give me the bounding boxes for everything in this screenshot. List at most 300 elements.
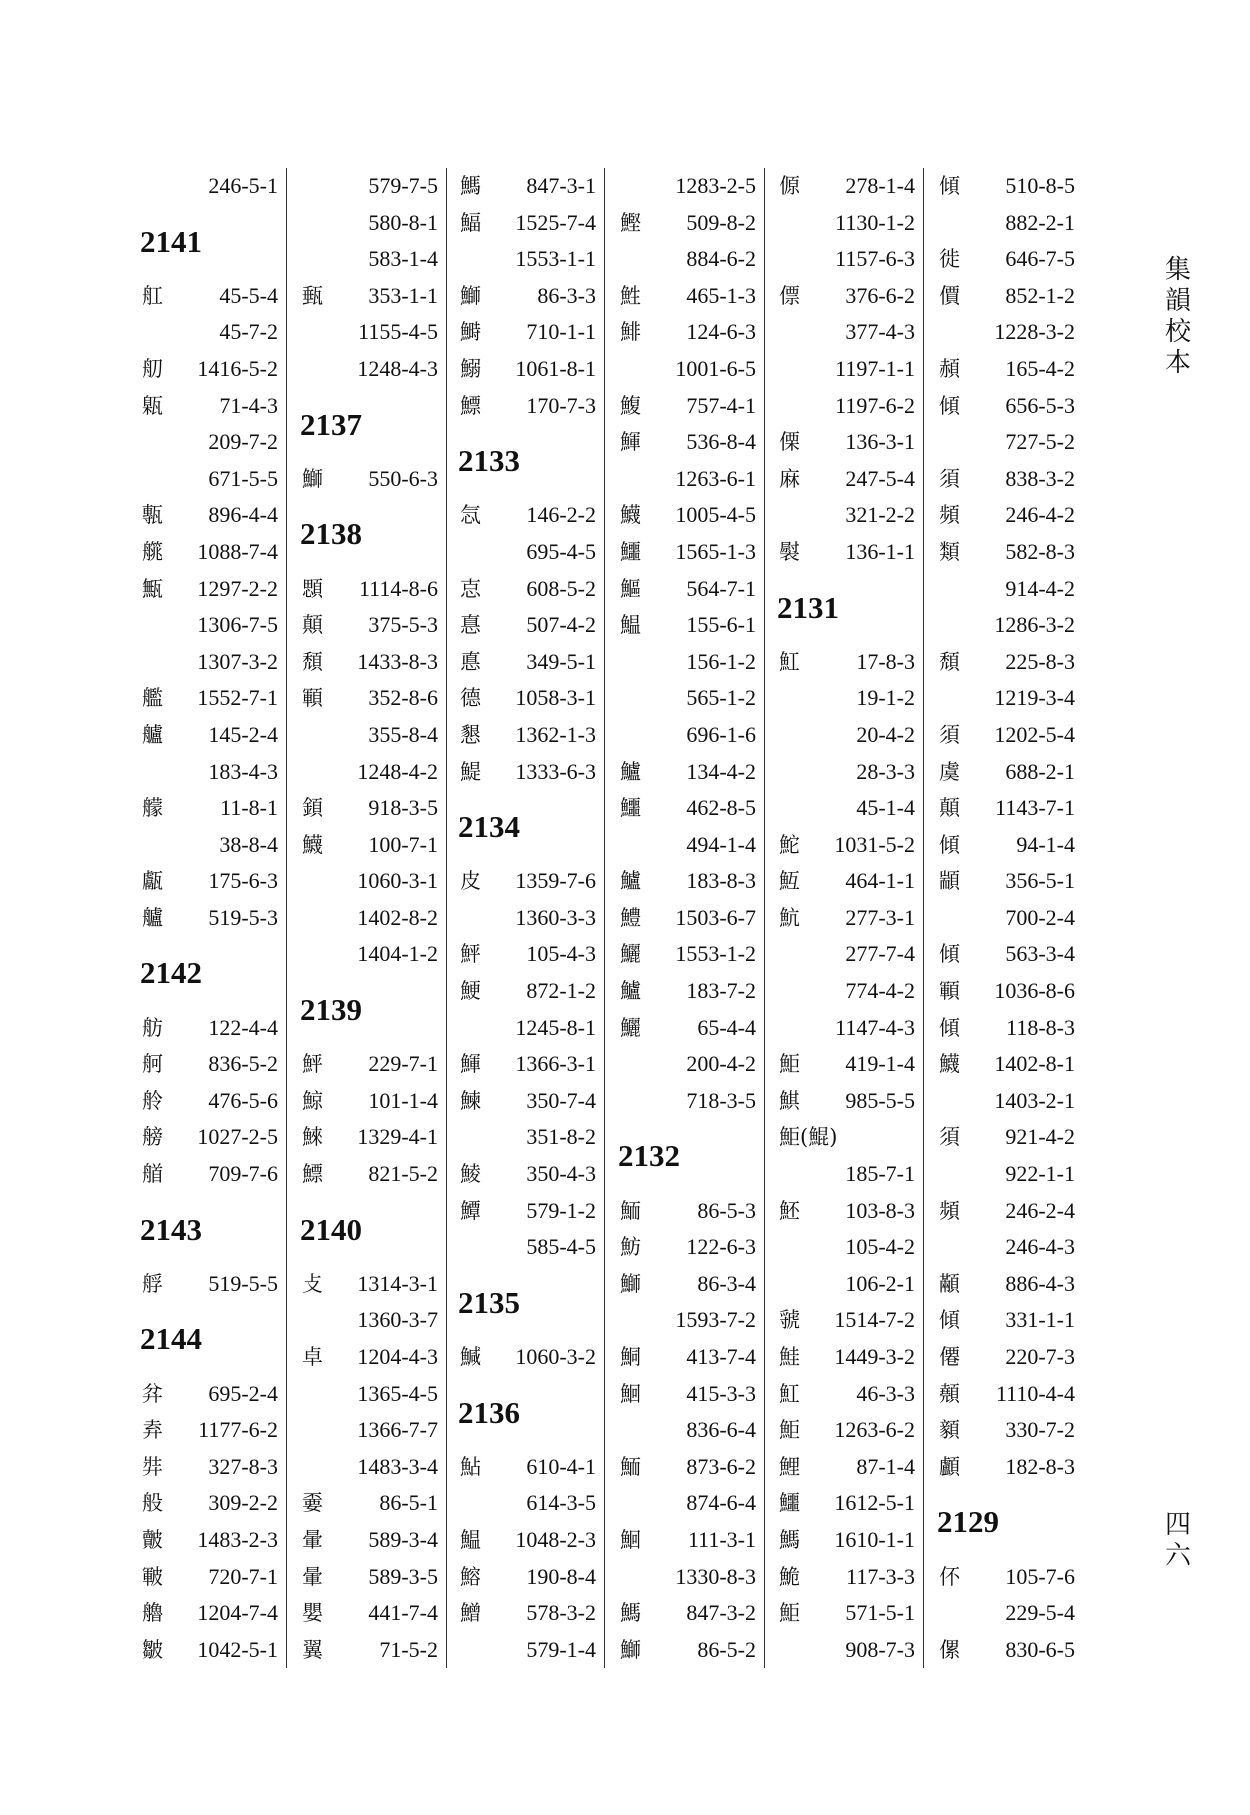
- entry-reference: 183-7-2: [686, 978, 756, 1004]
- section-code: 2144: [140, 1321, 202, 1357]
- index-entry: [777, 1376, 923, 1413]
- index-entry: [300, 717, 446, 754]
- index-entry: [140, 1046, 286, 1083]
- entry-character: 鯡: [620, 320, 641, 345]
- index-entry: [937, 241, 1083, 278]
- entry-reference: 124-6-3: [686, 319, 756, 345]
- index-entry: [458, 900, 604, 937]
- entry-character: 魾: [779, 1198, 800, 1223]
- index-entry: [618, 205, 764, 242]
- index-entry: [618, 314, 764, 351]
- entry-reference: 86-5-3: [697, 1197, 756, 1223]
- entry-character: 須: [939, 722, 960, 747]
- entry-character: 鯶: [620, 430, 641, 455]
- entry-character: 鯠: [302, 1125, 323, 1150]
- entry-reference: 441-7-4: [368, 1600, 438, 1626]
- entry-reference: 580-8-1: [368, 209, 438, 235]
- index-entry: [140, 1522, 286, 1559]
- index-entry: [777, 754, 923, 791]
- index-entry: [458, 168, 604, 205]
- entry-character: 須: [939, 1125, 960, 1150]
- entry-character: 鰹: [620, 210, 641, 235]
- index-entry: [458, 936, 604, 973]
- entry-reference: 465-1-3: [686, 282, 756, 308]
- page-number: 四六: [1164, 1510, 1191, 1571]
- entry-reference: 106-2-1: [845, 1270, 915, 1296]
- entry-character: 鮭: [779, 1345, 800, 1369]
- entry-reference: 1248-4-2: [357, 758, 438, 784]
- entry-character: 鱴: [302, 832, 323, 857]
- entry-character: 鮞: [620, 1198, 641, 1223]
- section-heading: [618, 1119, 764, 1192]
- entry-reference: 246-5-1: [208, 173, 278, 198]
- entry-character: 顋: [302, 576, 323, 601]
- index-entry: [618, 168, 764, 205]
- index-entry: [300, 278, 446, 315]
- section-heading: [140, 936, 286, 1009]
- entry-reference: 351-8-2: [526, 1124, 596, 1150]
- index-entry: [458, 1449, 604, 1486]
- entry-reference: 45-7-2: [219, 319, 278, 345]
- entry-character: 鱸: [620, 869, 641, 894]
- entry-reference: 220-7-3: [1005, 1344, 1075, 1369]
- index-entry: [458, 571, 604, 608]
- index-entry: [300, 680, 446, 717]
- entry-character: 皸: [142, 1564, 163, 1589]
- entry-reference: 830-6-5: [1005, 1636, 1075, 1662]
- index-entry: [140, 1266, 286, 1303]
- index-entry: [618, 1266, 764, 1303]
- entry-character: 虞: [939, 759, 960, 784]
- index-entry: [618, 241, 764, 278]
- entry-reference: 1088-7-4: [197, 538, 278, 564]
- index-entry: [140, 314, 286, 351]
- entry-reference: 1130-1-2: [835, 209, 915, 235]
- entry-reference: 356-5-1: [1005, 868, 1075, 894]
- entry-reference: 111-3-1: [687, 1526, 756, 1552]
- index-entry: [140, 790, 286, 827]
- index-entry: [777, 278, 923, 315]
- index-entry: [140, 644, 286, 681]
- entry-reference: 610-4-1: [526, 1453, 596, 1479]
- index-entry: [458, 1229, 604, 1266]
- entry-character: 魴: [620, 1235, 641, 1260]
- entry-character: 頻: [939, 503, 960, 528]
- index-entry: [140, 1412, 286, 1449]
- index-entry: [458, 1010, 604, 1047]
- index-entry: [300, 1485, 446, 1522]
- index-entry: [458, 680, 604, 717]
- entry-reference: 103-8-3: [845, 1197, 915, 1223]
- index-entry: [937, 1156, 1083, 1193]
- index-entry: [777, 424, 923, 461]
- entry-character: 鱺: [620, 942, 641, 967]
- entry-character: 傾: [939, 1308, 960, 1333]
- index-entry: [140, 717, 286, 754]
- entry-character: 舠: [142, 356, 163, 381]
- entry-character: 鯪: [460, 1162, 481, 1187]
- entry-character: 傾: [939, 393, 960, 418]
- index-entry: [458, 1632, 604, 1669]
- index-entry: [618, 1449, 764, 1486]
- index-entry: [618, 351, 764, 388]
- index-entry: [300, 1302, 446, 1339]
- entry-character: 鰾: [460, 393, 481, 418]
- index-entry: [618, 388, 764, 425]
- entry-reference: 1031-5-2: [834, 831, 915, 857]
- entry-reference: 1155-4-5: [358, 319, 438, 345]
- index-entry: [300, 1522, 446, 1559]
- index-entry: [777, 1156, 923, 1193]
- entry-character: 鰏: [460, 210, 481, 235]
- entry-reference: 1365-4-5: [357, 1380, 438, 1406]
- section-code: 2139: [300, 992, 362, 1028]
- index-entry: [618, 680, 764, 717]
- index-entry: [618, 1010, 764, 1047]
- entry-reference: 86-3-4: [697, 1270, 756, 1296]
- index-entry: [458, 534, 604, 571]
- entry-character: 德: [460, 686, 481, 711]
- entry-character: 鰢: [779, 1527, 800, 1552]
- index-entry: [300, 1412, 446, 1449]
- index-entry: [300, 351, 446, 388]
- index-entry: [140, 571, 286, 608]
- entry-reference: 464-1-1: [845, 868, 915, 894]
- entry-character: 鰤: [302, 466, 323, 491]
- entry-character: 鮔: [779, 1418, 800, 1443]
- index-entry: [618, 1595, 764, 1632]
- index-entry: [618, 827, 764, 864]
- entry-character: 艫: [142, 722, 163, 747]
- entry-character: 卓: [302, 1345, 323, 1369]
- index-entry: [300, 168, 446, 205]
- entry-reference: 118-8-3: [1006, 1014, 1075, 1040]
- index-column-3: [458, 168, 605, 1668]
- index-entry: [300, 607, 446, 644]
- index-entry: [458, 241, 604, 278]
- index-entry: [458, 205, 604, 242]
- entry-character: 甗: [142, 869, 163, 894]
- entry-reference: 873-6-2: [686, 1453, 756, 1479]
- index-entry: [777, 1302, 923, 1339]
- entry-reference: 656-5-3: [1005, 392, 1075, 418]
- entry-character: 徙: [939, 247, 960, 272]
- entry-reference: 709-7-6: [208, 1161, 278, 1187]
- index-entry: [777, 1632, 923, 1669]
- entry-character: 忥: [460, 503, 481, 528]
- entry-reference: 350-7-4: [526, 1087, 596, 1113]
- index-entry: [618, 754, 764, 791]
- entry-reference: 774-4-2: [845, 978, 915, 1004]
- index-entry: [140, 607, 286, 644]
- index-entry: [777, 168, 923, 205]
- index-entry: [618, 973, 764, 1010]
- index-entry: [140, 278, 286, 315]
- entry-reference: 710-1-1: [526, 319, 596, 345]
- entry-reference: 908-7-3: [845, 1636, 915, 1662]
- entry-character: 鯕: [779, 1088, 800, 1113]
- index-entry: [618, 790, 764, 827]
- index-entry: [777, 1046, 923, 1083]
- entry-reference: 229-7-1: [368, 1051, 438, 1077]
- entry-character: 甈: [142, 393, 163, 418]
- index-entry: [618, 1193, 764, 1230]
- index-entry: [777, 1485, 923, 1522]
- index-entry: [458, 1156, 604, 1193]
- index-entry: [300, 936, 446, 973]
- entry-reference: 1333-6-3: [515, 758, 596, 784]
- entry-character: 鮦: [620, 1345, 641, 1369]
- entry-reference: 695-2-4: [208, 1380, 278, 1406]
- entry-character: 傫: [939, 1637, 960, 1662]
- section-code: 2137: [300, 406, 362, 442]
- index-column-5: [777, 168, 924, 1668]
- index-entry: [937, 1595, 1083, 1632]
- index-entry: [458, 754, 604, 791]
- entry-reference: 1360-3-3: [515, 904, 596, 930]
- entry-character: 暈: [302, 1527, 323, 1552]
- index-entry: [300, 1376, 446, 1413]
- index-entry: [777, 790, 923, 827]
- index-entry: [300, 241, 446, 278]
- entry-reference: 350-4-3: [526, 1161, 596, 1187]
- entry-reference: 246-2-4: [1005, 1197, 1075, 1223]
- entry-character: 艦: [142, 686, 163, 711]
- index-entry: [300, 863, 446, 900]
- entry-character: 虢: [779, 1308, 800, 1333]
- index-entry: [618, 1339, 764, 1376]
- entry-character: 須: [939, 466, 960, 491]
- entry-character: 舲: [142, 1088, 163, 1113]
- entry-reference: 1360-3-7: [357, 1307, 438, 1333]
- entry-reference: 71-5-2: [379, 1636, 438, 1662]
- section-code: 2138: [300, 516, 362, 552]
- index-entry: [777, 205, 923, 242]
- entry-reference: 1565-1-3: [675, 538, 756, 564]
- entry-reference: 589-3-5: [368, 1563, 438, 1589]
- entry-reference: 519-5-5: [208, 1270, 278, 1296]
- entry-reference: 852-1-2: [1005, 282, 1075, 308]
- index-entry: [300, 1632, 446, 1669]
- index-entry: [777, 1449, 923, 1486]
- entry-character: 艞: [142, 539, 163, 564]
- entry-character: 顢: [939, 1271, 960, 1296]
- entry-character: 鰒: [620, 393, 641, 418]
- entry-character: 僄: [779, 283, 800, 308]
- entry-character: 鱧: [620, 905, 641, 930]
- entry-character: 傾: [939, 832, 960, 857]
- entry-character: 鮃: [460, 942, 481, 967]
- entry-character: 懇: [460, 722, 481, 747]
- index-entry: [777, 680, 923, 717]
- entry-reference: 1403-2-1: [994, 1087, 1075, 1113]
- entry-character: 皾: [142, 1527, 163, 1552]
- entry-character: 頻: [939, 1198, 960, 1223]
- index-column-2: [300, 168, 447, 1668]
- entry-reference: 1058-3-1: [515, 685, 596, 711]
- entry-character: 攴: [302, 1271, 323, 1296]
- entry-character: 傈: [779, 430, 800, 455]
- entry-character: 魟: [779, 649, 800, 674]
- entry-reference: 565-1-2: [686, 685, 756, 711]
- index-entry: [618, 1559, 764, 1596]
- entry-reference: 331-1-1: [1005, 1307, 1075, 1333]
- index-entry: [777, 1559, 923, 1596]
- entry-reference: 1483-3-4: [357, 1453, 438, 1479]
- entry-character: 顓: [939, 869, 960, 894]
- index-entry: [937, 900, 1083, 937]
- entry-reference: 45-5-4: [219, 282, 278, 308]
- entry-character: 鰊: [460, 1088, 481, 1113]
- entry-reference: 564-7-1: [686, 575, 756, 601]
- index-entry: [140, 1485, 286, 1522]
- entry-reference: 608-5-2: [526, 575, 596, 601]
- entry-character: 般: [142, 1491, 163, 1516]
- index-entry: [140, 1559, 286, 1596]
- index-entry: [937, 1193, 1083, 1230]
- entry-reference: 105-7-6: [1005, 1563, 1075, 1589]
- entry-reference: 583-1-4: [368, 246, 438, 272]
- index-entry: [777, 1010, 923, 1047]
- entry-character: 鯨: [302, 1088, 323, 1113]
- index-entry: [140, 680, 286, 717]
- section-heading: [300, 388, 446, 461]
- index-entry: [937, 205, 1083, 242]
- index-entry: [937, 754, 1083, 791]
- entry-reference: 886-4-3: [1005, 1270, 1075, 1296]
- index-entry: [458, 1046, 604, 1083]
- index-entry: [937, 571, 1083, 608]
- entry-reference: 352-8-6: [368, 685, 438, 711]
- entry-reference: 821-5-2: [368, 1161, 438, 1187]
- entry-reference: 1359-7-6: [515, 868, 596, 894]
- entry-reference: 872-1-2: [526, 978, 596, 1004]
- entry-reference: 183-8-3: [686, 868, 756, 894]
- entry-reference: 1366-3-1: [515, 1051, 596, 1077]
- entry-reference: 1005-4-5: [675, 502, 756, 528]
- entry-character: 鮰: [620, 1381, 641, 1406]
- entry-character: 鰔: [460, 1345, 481, 1369]
- index-entry: [777, 497, 923, 534]
- index-entry: [937, 168, 1083, 205]
- index-entry: [937, 1339, 1083, 1376]
- entry-reference: 170-7-3: [526, 392, 596, 418]
- index-entry: [458, 314, 604, 351]
- entry-reference: 589-3-4: [368, 1526, 438, 1552]
- entry-character: 舸: [142, 1052, 163, 1077]
- section-code: 2134: [458, 809, 520, 845]
- entry-reference: 155-6-1: [686, 612, 756, 638]
- index-entry: [458, 717, 604, 754]
- section-code: 2143: [140, 1211, 202, 1247]
- index-entry: [777, 717, 923, 754]
- index-entry: [458, 1119, 604, 1156]
- section-heading: [140, 205, 286, 278]
- entry-character: 鮔: [779, 1052, 800, 1077]
- entry-reference: 1219-3-4: [994, 685, 1075, 711]
- section-code: 2136: [458, 1394, 520, 1430]
- entry-reference: 519-5-3: [208, 904, 278, 930]
- entry-character: 嫑: [302, 1491, 323, 1516]
- index-entry: [300, 1083, 446, 1120]
- index-entry: [458, 1522, 604, 1559]
- entry-character: 傾: [939, 1015, 960, 1040]
- entry-character: 艀: [142, 1271, 163, 1296]
- index-entry: [458, 1595, 604, 1632]
- index-entry: [618, 1083, 764, 1120]
- entry-reference: 183-4-3: [208, 758, 278, 784]
- index-entry: [300, 1559, 446, 1596]
- entry-reference: 1036-8-6: [994, 978, 1075, 1004]
- entry-character: 傆: [779, 174, 800, 198]
- index-entry: [937, 1046, 1083, 1083]
- entry-reference: 1314-3-1: [357, 1270, 438, 1296]
- entry-reference: 1593-7-2: [675, 1307, 756, 1333]
- entry-reference: 136-3-1: [845, 429, 915, 455]
- entry-character: 顛: [302, 613, 323, 638]
- entry-reference: 836-6-4: [686, 1417, 756, 1443]
- entry-reference: 1147-4-3: [835, 1014, 915, 1040]
- section-heading: [458, 424, 604, 497]
- entry-reference: 1552-7-1: [197, 685, 278, 711]
- section-code: 2133: [458, 443, 520, 479]
- index-entry: [618, 936, 764, 973]
- entry-reference: 182-8-3: [1005, 1453, 1075, 1479]
- entry-reference: 582-8-3: [1005, 538, 1075, 564]
- entry-character: 鰤: [620, 1271, 641, 1296]
- index-entry: [300, 205, 446, 242]
- index-entry: [777, 1119, 923, 1156]
- index-entry: [458, 607, 604, 644]
- entry-character: 皺: [142, 1637, 163, 1662]
- entry-character: 皮: [460, 869, 481, 894]
- index-entry: [618, 278, 764, 315]
- entry-reference: 330-7-2: [1005, 1417, 1075, 1443]
- entry-reference: 1612-5-1: [834, 1490, 915, 1516]
- entry-reference: 585-4-5: [526, 1234, 596, 1260]
- running-title: 集韻校本: [1164, 255, 1191, 378]
- entry-character: 鱴: [620, 503, 641, 528]
- entry-reference: 476-5-6: [208, 1087, 278, 1113]
- index-entry: [458, 278, 604, 315]
- entry-reference: 87-1-4: [856, 1453, 915, 1479]
- index-entry: [458, 497, 604, 534]
- entry-character: 價: [939, 283, 960, 308]
- entry-reference: 71-4-3: [219, 392, 278, 418]
- entry-character: 甒: [142, 576, 163, 601]
- index-entry: [937, 790, 1083, 827]
- entry-reference: 494-1-4: [686, 831, 756, 857]
- index-entry: [937, 461, 1083, 498]
- section-heading: [300, 1193, 446, 1266]
- entry-reference: 1416-5-2: [197, 355, 278, 381]
- index-entry: [937, 1266, 1083, 1303]
- index-entry: [777, 900, 923, 937]
- entry-character: 艪: [142, 1601, 163, 1626]
- entry-character: 鰤: [460, 283, 481, 308]
- entry-reference: 757-4-1: [686, 392, 756, 418]
- entry-reference: 536-8-4: [686, 429, 756, 455]
- entry-character: 鰢: [620, 1601, 641, 1626]
- index-entry: [777, 1083, 923, 1120]
- entry-reference: 921-4-2: [1005, 1124, 1075, 1150]
- index-entry: [300, 1449, 446, 1486]
- index-entry: [937, 1559, 1083, 1596]
- index-entry: [618, 1485, 764, 1522]
- index-entry: [618, 534, 764, 571]
- entry-character: 怘: [460, 576, 481, 601]
- index-entry: [300, 314, 446, 351]
